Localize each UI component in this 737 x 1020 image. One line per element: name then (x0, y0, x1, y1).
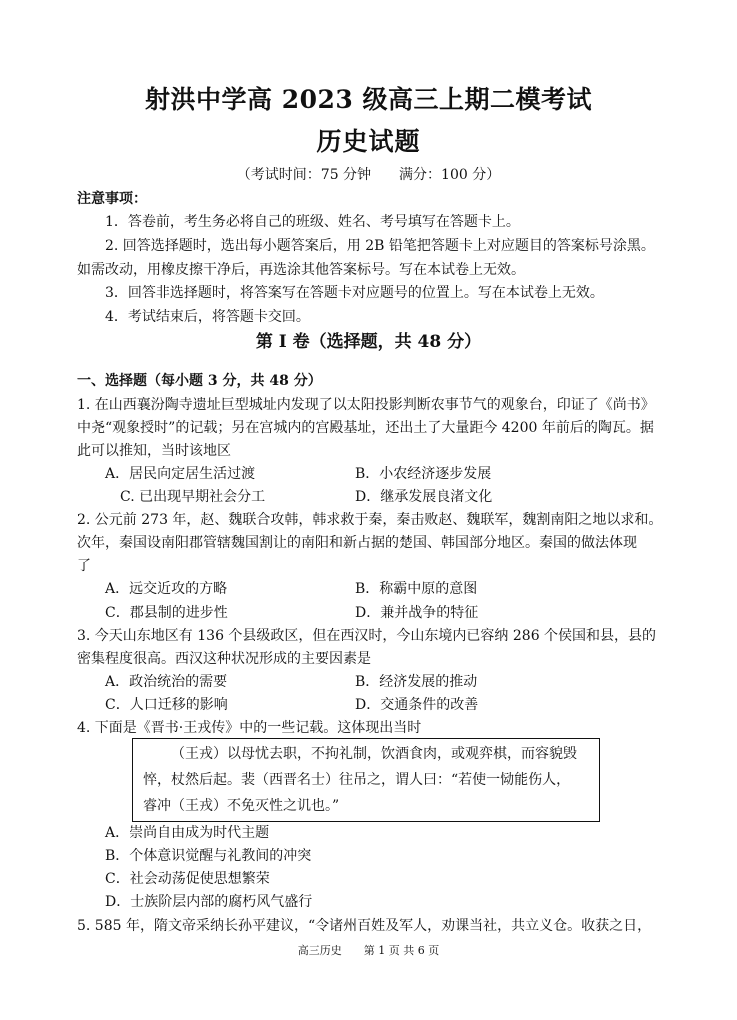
option-a: A．远交近攻的方略 (105, 581, 228, 597)
quote-line: 悴，杖然后起。裴（西晋名士）往吊之，谓人曰：“若使一恸能伤人， (143, 772, 571, 788)
part-heading: 一、选择题（每小题 3 分，共 48 分） (77, 373, 322, 389)
page-footer: 高三历史 第 1 页 共 6 页 (297, 944, 440, 957)
option-b: B．个体意识觉醒与礼教间的冲突 (105, 848, 312, 864)
option-d: D．交通条件的改善 (355, 697, 479, 713)
note-item: 3．回答非选择题时，将答案写在答题卡对应题号的位置上。写在本试卷上无效。 (105, 285, 604, 301)
option-b: B．经济发展的推动 (355, 674, 478, 690)
option-d: D．兼并战争的特征 (355, 605, 479, 621)
section-title: 第 I 卷（选择题，共 48 分） (255, 332, 482, 352)
option-a: A．政治统治的需要 (105, 674, 228, 690)
question-stem: 此可以推知，当时该地区 (77, 443, 231, 459)
note-item: 2. 回答选择题时，选出每小题答案后，用 2B 铅笔把答题卡上对应题目的答案标号涂黑。 (105, 238, 655, 254)
option-c: C．社会动荡促使思想繁荣 (105, 871, 270, 887)
option-d: D．士族阶层内部的腐朽风气盛行 (105, 894, 313, 910)
option-a: A．崇尚自由成为时代主题 (105, 825, 270, 841)
exam-info: （考试时间：75 分钟 满分：100 分） (236, 167, 501, 183)
question-stem: 4. 下面是《晋书·王戎传》中的一些记载。这体现出当时 (77, 720, 422, 736)
option-c: C．郡县制的进步性 (105, 605, 228, 621)
exam-title: 射洪中学高 2023 级高三上期二模考试 (145, 85, 592, 114)
option-b: B．称霸中原的意图 (355, 581, 478, 597)
option-c: C. 已出现早期社会分工 (120, 489, 266, 505)
note-item: 如需改动，用橡皮擦干净后，再选涂其他答案标号。写在本试卷上无效。 (77, 262, 525, 278)
question-stem: 中尧“观象授时”的记载；另在宫城内的宫殿基址，还出土了大量距今 4200 年前后的陶瓦。据 (77, 420, 654, 436)
note-item: 4．考试结束后，将答题卡交回。 (105, 309, 310, 325)
question-stem: 了 (77, 558, 91, 574)
option-c: C．人口迁移的影响 (105, 697, 228, 713)
question-stem: 1. 在山西襄汾陶寺遗址巨型城址内发现了以太阳投影判断农事节气的观象台，印证了《尚书》 (77, 397, 655, 413)
option-b: B．小农经济逐步发展 (355, 466, 492, 482)
option-a: A．居民向定居生活过渡 (105, 466, 256, 482)
question-stem: 5. 585 年，隋文帝采纳长孙平建议，“令诸州百姓及军人，劝课当社，共立义仓。收获之日， (77, 918, 652, 934)
exam-subject: 历史试题 (316, 127, 421, 156)
quote-line: 睿冲（王戎）不免灭性之讥也。” (143, 798, 340, 814)
notes-heading: 注意事项： (77, 191, 147, 207)
question-stem: 2. 公元前 273 年，赵、魏联合攻韩，韩求救于秦，秦击败赵、魏联军，魏割南阳之地以求和。 (77, 512, 663, 528)
note-item: 1．答卷前，考生务必将自己的班级、姓名、考号填写在答题卡上。 (105, 214, 520, 230)
question-stem: 次年，秦国设南阳郡管辖魏国割让的南阳和新占据的楚国、韩国部分地区。秦国的做法体现 (77, 535, 637, 551)
question-stem: 3. 今天山东地区有 136 个县级政区，但在西汉时，今山东境内已容纳 286 个侯国和县，县的 (77, 628, 657, 644)
quote-box (132, 738, 600, 822)
quote-line: （王戎）以母忧去职，不拘礼制，饮酒食肉，或观弈棋，而容貌毁 (171, 746, 577, 762)
option-d: D．继承发展良渚文化 (355, 489, 493, 505)
question-stem: 密集程度很高。西汉这种状况形成的主要因素是 (77, 651, 371, 667)
